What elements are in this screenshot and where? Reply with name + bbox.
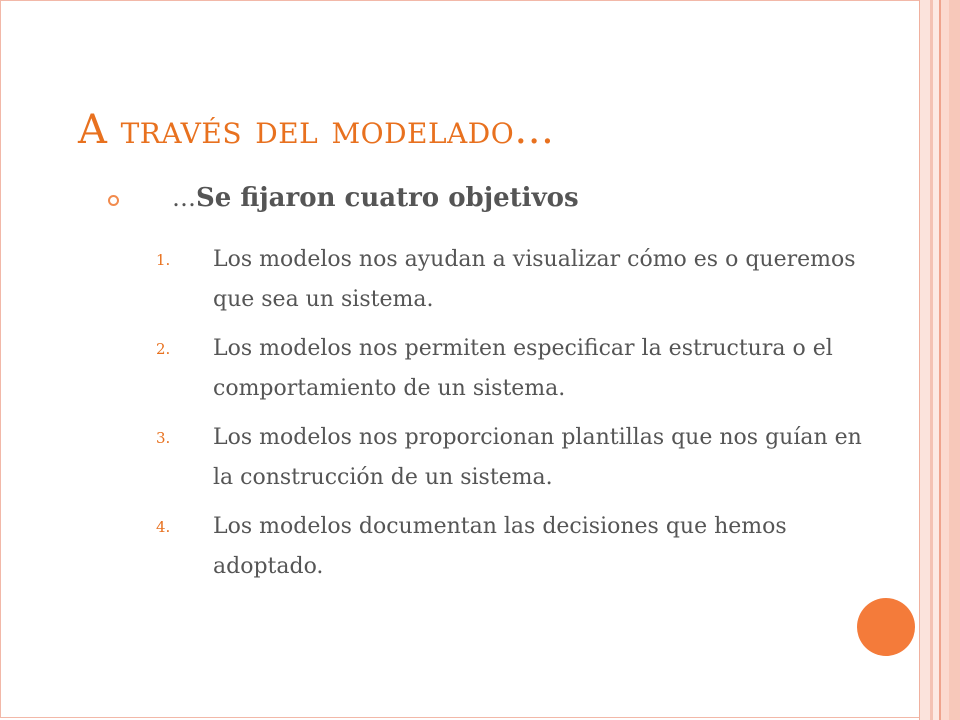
- list-item-text: Los modelos nos proporcionan plantillas que nos guían en la construcción de un sistema.: [213, 425, 862, 490]
- bullet-heading: Se fijaron cuatro objetivos: [196, 183, 579, 213]
- decorative-stripe: [941, 0, 949, 720]
- bullet-point: [104, 174, 704, 214]
- list-item-text: Los modelos nos ayudan a visualizar cómo es o queremos que sea un sistema.: [213, 247, 856, 312]
- bullet-text: [172, 182, 579, 214]
- list-item-number: 2.: [156, 340, 171, 358]
- list-item: [156, 507, 886, 587]
- bullet-ellipsis: …: [172, 184, 196, 212]
- decorative-stripe: [949, 0, 960, 720]
- list-item-text: Los modelos documentan las decisiones que hemos adoptado.: [213, 514, 787, 579]
- slide-title: A través del modelado…: [78, 107, 555, 153]
- objectives-list: [156, 240, 886, 596]
- list-item-number: 4.: [156, 518, 171, 536]
- bullet-circle-icon: [108, 195, 119, 206]
- decorative-stripe: [919, 0, 930, 720]
- list-item: [156, 418, 886, 498]
- list-item: [156, 329, 886, 409]
- list-item-number: 3.: [156, 429, 171, 447]
- list-item-text: Los modelos nos permiten especificar la estructura o el comportamiento de un sistema.: [213, 336, 833, 401]
- list-item-number: 1.: [156, 251, 171, 269]
- accent-circle: [857, 598, 915, 656]
- list-item: [156, 240, 886, 320]
